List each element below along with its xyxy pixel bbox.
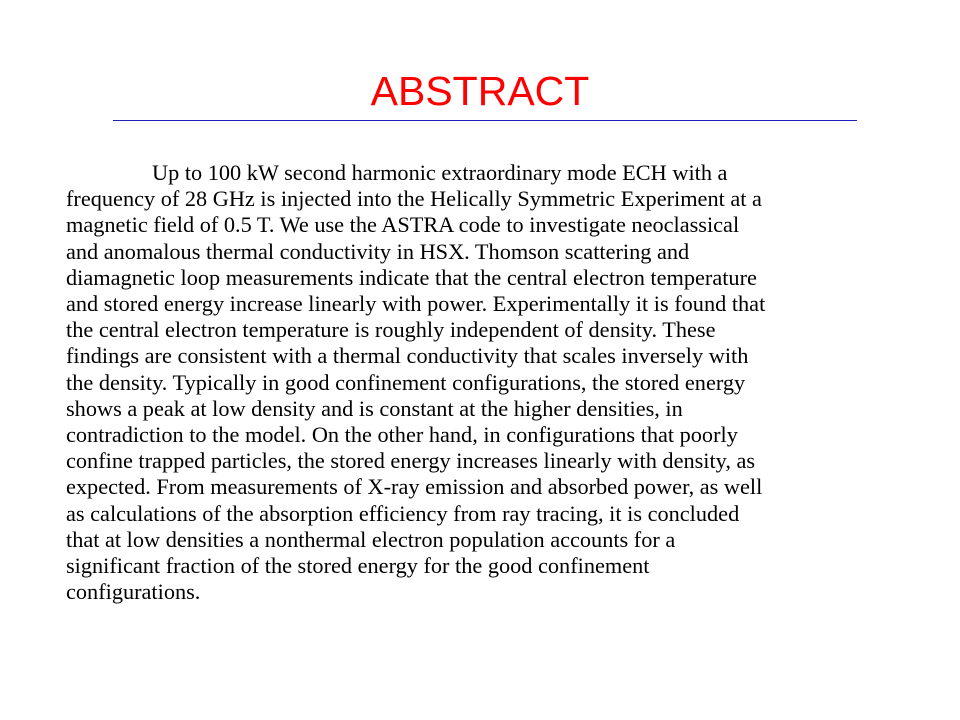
abstract-line: the density. Typically in good confinement configurations, the stored energy <box>66 369 746 395</box>
slide-title: ABSTRACT <box>370 68 590 114</box>
abstract-line: Up to 100 kW second harmonic extraordinary mode ECH with a <box>152 160 728 185</box>
abstract-line: findings are consistent with a thermal conductivity that scales inversely with <box>66 343 749 369</box>
abstract-line: expected. From measurements of X-ray emission and absorbed power, as well <box>66 474 763 500</box>
abstract-line: and stored energy increase linearly with power. Experimentally it is found that <box>66 291 766 317</box>
abstract-line: and anomalous thermal conductivity in HSX. Thomson scattering and <box>66 238 690 264</box>
abstract-line: magnetic field of 0.5 T. We use the ASTRA code to investigate neoclassical <box>66 212 740 238</box>
title-underline <box>113 120 857 121</box>
abstract-line: contradiction to the model. On the other hand, in configurations that poorly <box>66 422 738 448</box>
abstract-line: as calculations of the absorption efficiency from ray tracing, it is concluded <box>66 500 740 526</box>
abstract-line: frequency of 28 GHz is injected into the Helically Symmetric Experiment at a <box>66 186 762 212</box>
abstract-line: shows a peak at low density and is constant at the higher densities, in <box>66 395 683 421</box>
abstract-line: the central electron temperature is roughly independent of density. These <box>66 317 716 343</box>
abstract-body <box>66 160 916 605</box>
abstract-line: that at low densities a nonthermal electron population accounts for a <box>66 526 676 552</box>
abstract-line: configurations. <box>66 579 201 605</box>
abstract-line: diamagnetic loop measurements indicate that the central electron temperature <box>66 264 757 290</box>
abstract-line: confine trapped particles, the stored energy increases linearly with density, as <box>66 448 756 474</box>
abstract-line: significant fraction of the stored energy for the good confinement <box>66 553 650 579</box>
